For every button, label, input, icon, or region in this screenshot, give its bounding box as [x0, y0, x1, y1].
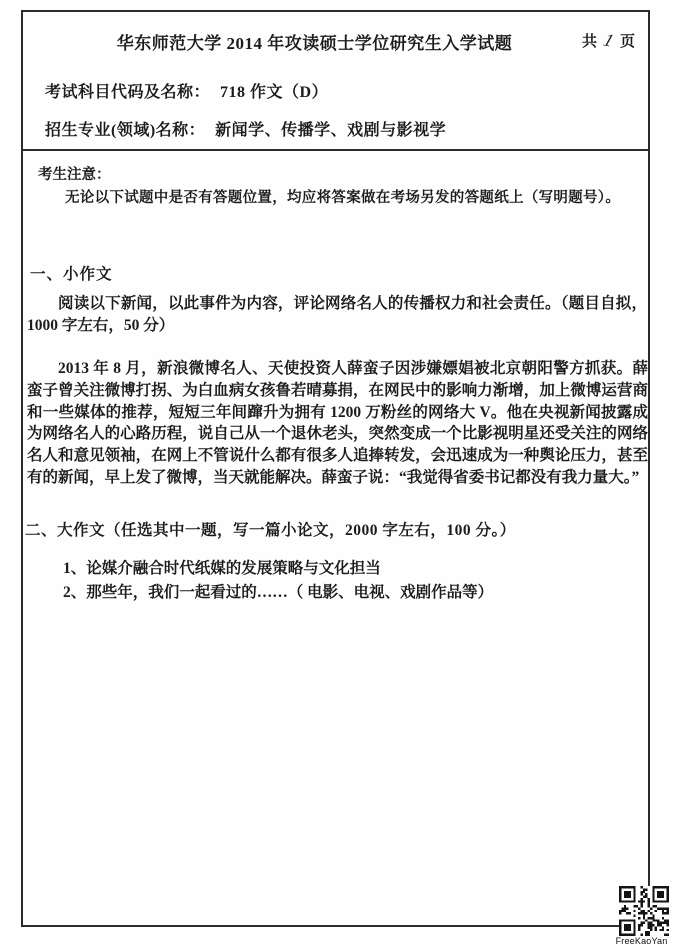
- subject-label: 考试科目代码及名称：: [45, 84, 211, 101]
- subject-value: 718 作文（D）: [220, 84, 329, 101]
- major-row: [45, 117, 446, 140]
- watermark-label: FreeKaoYan: [615, 936, 668, 946]
- page-count-suffix: 页: [619, 34, 635, 50]
- section2-options: [63, 557, 493, 604]
- notice-heading: 考生注意：: [38, 167, 111, 183]
- page-border-box: [21, 10, 650, 927]
- page-count-value-handwritten: 1: [600, 29, 617, 51]
- section1-news-paragraph: 2013 年 8 月，新浪微博名人、天使投资人薛蛮子因涉嫌嫖娼被北京朝阳警方抓获。薛蛮子曾关注微博打拐、为白血病女孩鲁若晴募捐，在网民中的影响力渐增，加上微博运营商和一些媒体的推荐，短短三年间蹿升为拥有 1200 万粉丝的网络大 V。他在央视新闻披露成为网络名人的心路历程，说自己从一个退休老头，突然变成一个比影视明星还受关注的网络名人和意见领袖，在网上不管说什么都有很多人追捧转发，会迅速成为一种舆论压力，甚至有的新闻，早上发了微博，当天就能解决。薛蛮子说：“我觉得省委书记都没有我力量大。”: [27, 360, 648, 486]
- header-divider-line: [21, 149, 650, 151]
- major-label: 招生专业(领域)名称：: [45, 122, 206, 139]
- qr-code: [619, 886, 669, 936]
- section1-instruction: 阅读以下新闻，以此事件为内容，评论网络名人的传播权力和社会责任。（题目自拟，1000 字左右，50 分）: [27, 295, 647, 334]
- page-title: 华东师范大学 2014 年攻读硕士学位研究生入学试题: [116, 34, 513, 53]
- section2-option-2: 2、那些年，我们一起看过的……（ 电影、电视、戏剧作品等）: [63, 583, 494, 601]
- major-value: 新闻学、传播学、戏剧与影视学: [215, 122, 447, 139]
- section2-option-1: 1、论媒介融合时代纸媒的发展策略与文化担当: [63, 560, 381, 577]
- subject-row: [45, 79, 328, 102]
- page-count: [582, 30, 635, 51]
- page-count-prefix: 共: [581, 34, 597, 50]
- notice-text: 无论以下试题中是否有答题位置，均应将答案做在考场另发的答题纸上（写明题号）。: [65, 190, 621, 206]
- section2-heading: 二、大作文（任选其中一题，写一篇小论文，2000 字左右，100 分。）: [25, 522, 516, 539]
- section1-heading: 一、小作文: [30, 266, 113, 283]
